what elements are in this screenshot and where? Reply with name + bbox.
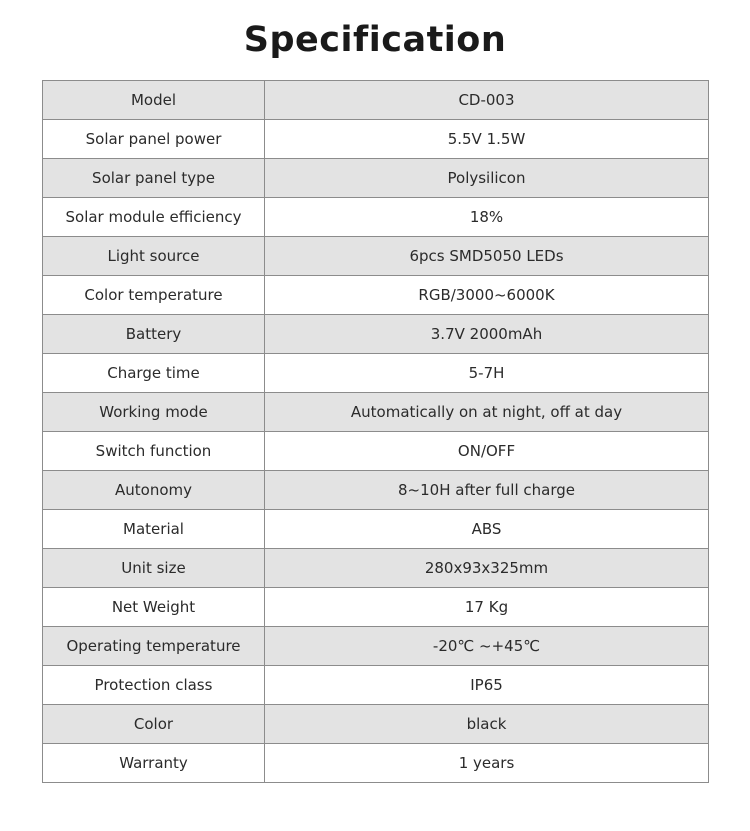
spec-label: Warranty xyxy=(43,744,265,783)
spec-label: Color xyxy=(43,705,265,744)
spec-label: Switch function xyxy=(43,432,265,471)
spec-label: Working mode xyxy=(43,393,265,432)
spec-value: CD-003 xyxy=(265,81,709,120)
spec-label: Solar panel power xyxy=(43,120,265,159)
spec-label: Model xyxy=(43,81,265,120)
spec-value: ABS xyxy=(265,510,709,549)
table-row xyxy=(43,627,709,666)
spec-label: Light source xyxy=(43,237,265,276)
table-row xyxy=(43,315,709,354)
table-row xyxy=(43,237,709,276)
table-row xyxy=(43,393,709,432)
spec-label: Charge time xyxy=(43,354,265,393)
spec-value: 5.5V 1.5W xyxy=(265,120,709,159)
spec-label: Net Weight xyxy=(43,588,265,627)
table-row xyxy=(43,588,709,627)
spec-value: Automatically on at night, off at day xyxy=(265,393,709,432)
spec-label: Solar panel type xyxy=(43,159,265,198)
spec-table xyxy=(42,80,709,783)
spec-value: 6pcs SMD5050 LEDs xyxy=(265,237,709,276)
table-row xyxy=(43,354,709,393)
spec-label: Color temperature xyxy=(43,276,265,315)
spec-value: 5-7H xyxy=(265,354,709,393)
spec-value: ON/OFF xyxy=(265,432,709,471)
table-row xyxy=(43,276,709,315)
spec-label: Operating temperature xyxy=(43,627,265,666)
spec-label: Autonomy xyxy=(43,471,265,510)
spec-label: Material xyxy=(43,510,265,549)
page-title: Specification xyxy=(243,20,507,60)
spec-label: Solar module efficiency xyxy=(43,198,265,237)
spec-label: Unit size xyxy=(43,549,265,588)
spec-value: black xyxy=(265,705,709,744)
spec-label: Protection class xyxy=(43,666,265,705)
table-row xyxy=(43,198,709,237)
spec-value: IP65 xyxy=(265,666,709,705)
spec-value: 280x93x325mm xyxy=(265,549,709,588)
table-row xyxy=(43,432,709,471)
table-row xyxy=(43,705,709,744)
spec-value: -20℃ ~+45℃ xyxy=(265,627,709,666)
spec-value: 17 Kg xyxy=(265,588,709,627)
table-row xyxy=(43,159,709,198)
table-row xyxy=(43,666,709,705)
table-row xyxy=(43,744,709,783)
spec-value: 1 years xyxy=(265,744,709,783)
table-row xyxy=(43,549,709,588)
spec-value: RGB/3000~6000K xyxy=(265,276,709,315)
table-row xyxy=(43,510,709,549)
spec-value: 3.7V 2000mAh xyxy=(265,315,709,354)
spec-value: 18% xyxy=(265,198,709,237)
spec-value: 8~10H after full charge xyxy=(265,471,709,510)
table-row xyxy=(43,120,709,159)
spec-label: Battery xyxy=(43,315,265,354)
table-row xyxy=(43,81,709,120)
spec-value: Polysilicon xyxy=(265,159,709,198)
table-row xyxy=(43,471,709,510)
